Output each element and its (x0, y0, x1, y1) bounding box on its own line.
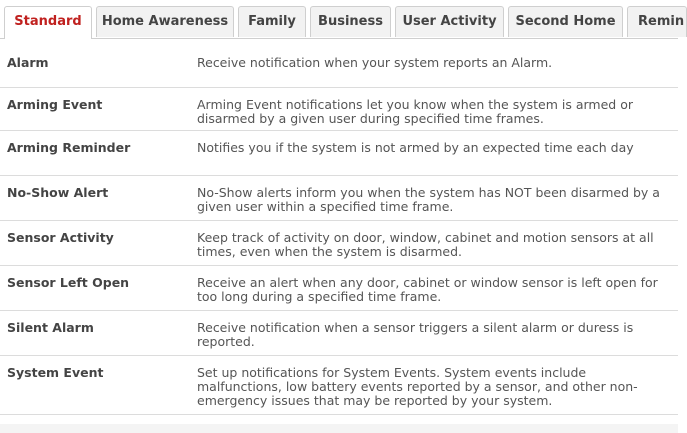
notification-description: Set up notifications for System Events. System events include malfunctions, low battery events reported by a sensor, and other non-emergency issues that may be reported by your system. (197, 365, 638, 408)
notification-name: Silent Alarm (7, 320, 94, 335)
notification-name: System Event (7, 365, 104, 380)
footer-strip (0, 424, 678, 433)
tab-home-awareness[interactable]: Home Awareness (96, 6, 234, 37)
notification-description: Arming Event notifications let you know when the system is armed or disarmed by a given user during specified time frames. (197, 97, 633, 126)
notification-list (0, 39, 678, 415)
notification-name: Sensor Left Open (7, 275, 130, 290)
notification-description: Receive notification when your system reports an Alarm. (197, 55, 553, 70)
tab-reminders[interactable]: Remin (627, 6, 687, 37)
notification-description: No-Show alerts inform you when the system has NOT been disarmed by a given user within a specified time frame. (197, 185, 660, 214)
notification-description: Receive an alert when any door, cabinet or window sensor is left open for too long during a specified time frame. (197, 275, 658, 304)
tab-business[interactable]: Business (310, 6, 391, 37)
notification-category-tabs (0, 0, 685, 39)
tab-standard[interactable]: Standard (4, 6, 92, 39)
notification-name: Arming Reminder (7, 140, 131, 155)
list-item[interactable] (0, 311, 678, 356)
notification-name: Arming Event (7, 97, 103, 112)
notification-name: Alarm (7, 55, 49, 70)
notification-name: No-Show Alert (7, 185, 109, 200)
notification-name: Sensor Activity (7, 230, 114, 245)
list-item[interactable] (0, 266, 678, 311)
list-item[interactable] (0, 39, 678, 88)
notification-description: Receive notification when a sensor triggers a silent alarm or duress is reported. (197, 320, 634, 349)
notification-description: Keep track of activity on door, window, cabinet and motion sensors at all times, even when the system is disarmed. (197, 230, 654, 259)
tab-second-home[interactable]: Second Home (508, 6, 623, 37)
tab-family[interactable]: Family (238, 6, 306, 37)
list-item[interactable] (0, 356, 678, 415)
list-item[interactable] (0, 221, 678, 266)
notification-description: Notifies you if the system is not armed by an expected time each day (197, 140, 634, 155)
list-item[interactable] (0, 88, 678, 131)
tab-user-activity[interactable]: User Activity (395, 6, 504, 37)
list-item[interactable] (0, 131, 678, 176)
list-item[interactable] (0, 176, 678, 221)
